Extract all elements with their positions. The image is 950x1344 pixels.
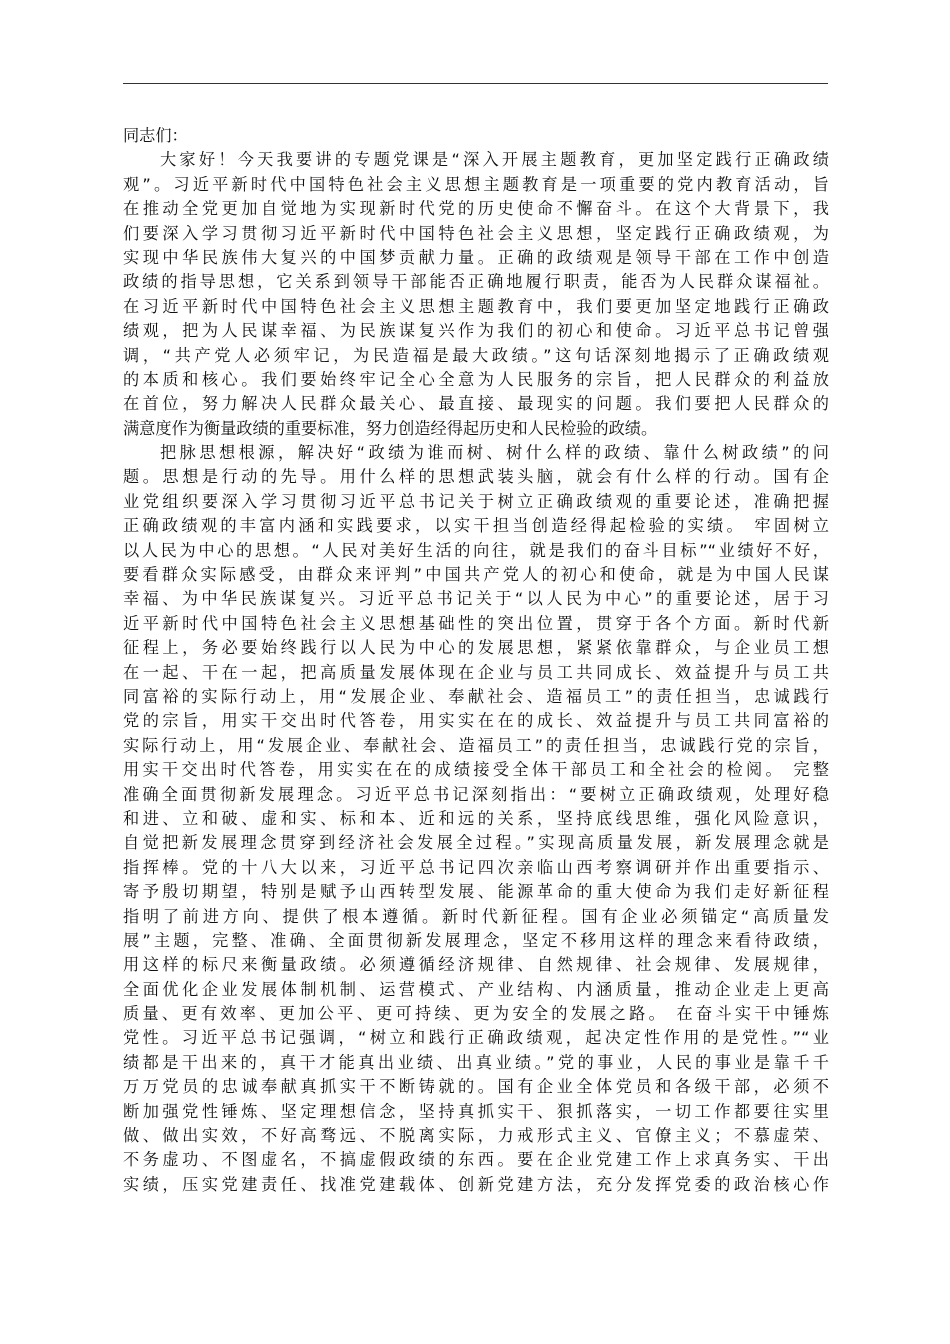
text-line: 同富裕的实际行动上，用“发展企业、奉献社会、造福员工”的责任担当，忠诚践行 — [123, 686, 829, 706]
text-line: 满意度作为衡量政绩的重要标准，努力创造经得起历史和人民检验的政绩。 — [123, 418, 658, 438]
text-line: 准确全面贯彻新发展理念。习近平总书记深刻指出：“要树立正确政绩观，处理好稳 — [123, 784, 829, 804]
text-line: 指挥棒。党的十八大以来，习近平总书记四次亲临山西考察调研并作出重要指示、 — [123, 857, 829, 877]
text-line: 寄予殷切期望，特别是赋予山西转型发展、能源革命的重大使命为我们走好新征程 — [123, 882, 829, 902]
text-line: 在首位，努力解决人民群众最关心、最直接、最现实的问题。我们要把人民群众的 — [123, 394, 829, 414]
paragraph — [123, 148, 829, 441]
paragraph — [123, 441, 829, 1197]
text-line: 幸福、为中华民族谋复兴。习近平总书记关于“以人民为中心”的重要论述，居于习 — [123, 589, 829, 609]
text-line: 和进、立和破、虚和实、标和本、近和远的关系，坚持底线思维，强化风险意识， — [123, 808, 829, 828]
text-line: 在习近平新时代中国特色社会主义思想主题教育中，我们要更加坚定地践行正确政 — [123, 296, 829, 316]
text-line: 的本质和核心。我们要始终牢记全心全意为人民服务的宗旨，把人民群众的利益放 — [123, 369, 829, 389]
text-line: 不务虚功、不图虚名，不搞虚假政绩的东西。要在企业党建工作上求真务实、干出 — [123, 1150, 829, 1170]
greeting: 同志们： — [123, 126, 188, 145]
text-line: 党性。习近平总书记强调，“树立和践行正确政绩观，起决定性作用的是党性。”“业 — [123, 1028, 829, 1048]
text-line: 正确政绩观的丰富内涵和实践要求，以实干担当创造经得起检验的实绩。 牢固树立 — [123, 516, 829, 536]
text-line: 自觉把新发展理念贯穿到经济社会发展全过程。”实现高质量发展，新发展理念就是 — [123, 833, 829, 853]
text-line: 万万党员的忠诚奉献真抓实干不断铸就的。国有企业全体党员和各级干部，必须不 — [123, 1077, 829, 1097]
text-line: 调，“共产党人必须牢记，为民造福是最大政绩。”这句话深刻地揭示了正确政绩观 — [123, 345, 829, 365]
text-line: 党的宗旨，用实干交出时代答卷，用实实在在的成长、效益提升与员工共同富裕的 — [123, 711, 829, 731]
header-rule — [123, 83, 828, 84]
text-line: 做、做出实效，不好高骛远、不脱离实际，力戒形式主义、官僚主义；不慕虚荣、 — [123, 1126, 829, 1146]
text-line: 要看群众实际感受，由群众来评判”中国共产党人的初心和使命，就是为中国人民谋 — [123, 565, 829, 585]
text-line: 用实干交出时代答卷，用实实在在的成绩接受全体干部员工和全社会的检阅。 完整 — [123, 760, 829, 780]
text-line: 断加强党性锤炼、坚定理想信念，坚持真抓实干、狠抓落实，一切工作都要往实里 — [123, 1101, 829, 1121]
text-line: 绩都是干出来的，真干才能真出业绩、出真业绩。”党的事业，人民的事业是靠千千 — [123, 1052, 829, 1072]
text-line: 指明了前进方向、提供了根本遵循。新时代新征程。国有企业必须锚定“高质量发 — [123, 906, 829, 926]
text-line: 实绩，压实党建责任、找准党建载体、创新党建方法，充分发挥党委的政治核心作 — [123, 1174, 829, 1194]
text-line: 展”主题，完整、准确、全面贯彻新发展理念，坚定不移用这样的理念来看待政绩， — [123, 930, 829, 950]
text-line: 在一起、干在一起，把高质量发展体现在企业与员工共同成长、效益提升与员工共 — [123, 662, 829, 682]
text-line: 观”。习近平新时代中国特色社会主义思想主题教育是一项重要的党内教育活动，旨 — [123, 174, 829, 194]
paragraph-container — [123, 148, 829, 1197]
text-line: 把脉思想根源，解决好“政绩为谁而树、树什么样的政绩、靠什么树政绩”的问 — [160, 443, 829, 463]
text-line: 近平新时代中国特色社会主义思想基础性的突出位置，贯穿于各个方面。新时代新 — [123, 613, 829, 633]
text-line: 大家好！今天我要讲的专题党课是“深入开展主题教育，更加坚定践行正确政绩 — [160, 150, 829, 170]
text-line: 征程上，务必要始终践行以人民为中心的发展思想，紧紧依靠群众，与企业员工想 — [123, 638, 829, 658]
text-line: 绩观，把为人民谋幸福、为民族谋复兴作为我们的初心和使命。习近平总书记曾强 — [123, 321, 829, 341]
text-line: 质量、更有效率、更加公平、更可持续、更为安全的发展之路。 在奋斗实干中锤炼 — [123, 1004, 829, 1024]
text-line: 们要深入学习贯彻习近平新时代中国特色社会主义思想，坚定践行正确政绩观，为 — [123, 223, 829, 243]
text-line: 在推动全党更加自觉地为实现新时代党的历史使命不懈奋斗。在这个大背景下，我 — [123, 199, 829, 219]
text-line: 以人民为中心的思想。“人民对美好生活的向往，就是我们的奋斗目标”“业绩好不好， — [123, 540, 829, 560]
text-line: 题。思想是行动的先导。用什么样的思想武装头脑，就会有什么样的行动。国有企 — [123, 467, 829, 487]
text-line: 全面优化企业发展体制机制、运营模式、产业结构、内涵质量，推动企业走上更高 — [123, 979, 829, 999]
text-line: 政绩的指导思想，它关系到领导干部能否正确地履行职责，能否为人民群众谋福祉。 — [123, 272, 829, 292]
text-line: 实际行动上，用“发展企业、奉献社会、造福员工”的责任担当，忠诚践行党的宗旨， — [123, 735, 829, 755]
document-body — [123, 124, 829, 1197]
text-line: 业党组织要深入学习贯彻习近平总书记关于树立正确政绩观的重要论述，准确把握 — [123, 491, 829, 511]
text-line: 实现中华民族伟大复兴的中国梦贡献力量。正确的政绩观是领导干部在工作中创造 — [123, 247, 829, 267]
text-line: 用这样的标尺来衡量政绩。必须遵循经济规律、自然规律、社会规律、发展规律， — [123, 955, 829, 975]
